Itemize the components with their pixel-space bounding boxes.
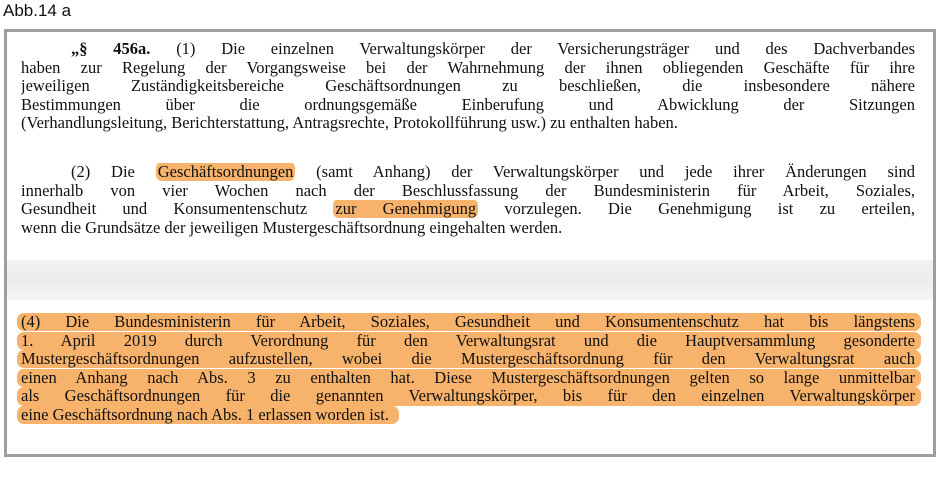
- paragraph-4-line: Mustergeschäftsordnungen aufzustellen, wobei die Mustergeschäftsordnung für den Verwaltungsrat auch: [17, 350, 921, 368]
- paragraph-1-line: (Verhandlungsleitung, Berichterstattung, Antragsrechte, Protokollführung usw.) zu enthalten haben.: [21, 113, 678, 133]
- paragraph-1-line: haben zur Regelung der Vorgangsweise bei der Wahrnehmung der ihnen obliegenden Geschäfte für ihre: [21, 58, 915, 77]
- section-number: „§ 456a.: [71, 40, 151, 58]
- omitted-section-band: [7, 260, 933, 300]
- paragraph-1-line: Bestimmungen über die ordnungsgemäße Einberufung und Abwicklung der Sitzungen: [21, 95, 915, 114]
- paragraph-4-line: 1. April 2019 durch Verordnung für den Verwaltungsrat und die Hauptversammlung gesonderte: [17, 332, 921, 350]
- paragraph-4-line: (4) Die Bundesministerin für Arbeit, Soziales, Gesundheit und Konsumentenschutz hat bis längstens: [17, 313, 921, 331]
- paragraph-1-line: [21, 40, 915, 59]
- paragraph-2-text: (samt Anhang) der Verwaltungskörper und jede ihrer Änderungen sind: [295, 163, 915, 181]
- paragraph-1: [21, 40, 915, 133]
- document-excerpt: [4, 29, 936, 457]
- paragraph-2-line: [21, 200, 915, 219]
- paragraph-2: [21, 163, 915, 237]
- paragraph-2-text: (2) Die: [71, 163, 156, 181]
- paragraph-4-line: einen Anhang nach Abs. 3 zu enthalten hat. Diese Mustergeschäftsordnungen gelten so lange unmittelbar: [17, 369, 921, 387]
- paragraph-2-text: Gesundheit und Konsumentenschutz: [21, 200, 334, 219]
- paragraph-1-line: jeweiligen Zuständigkeitsbereiche Geschäftsordnungen zu beschließen, die insbesondere nähere: [21, 77, 915, 96]
- paragraph-1-text: (1) Die einzelnen Verwaltungskörper der Versicherungsträger und des Dachverbandes: [176, 40, 915, 58]
- paragraph-4-line: als Geschäftsordnungen für die genannten Verwaltungskörper, bis für den einzelnen Verwaltungskörper: [17, 387, 921, 405]
- paragraph-2-line: innerhalb von vier Wochen nach der Beschlussfassung der Bundesministerin für Arbeit, Soziales,: [21, 181, 915, 200]
- paragraph-4-line: eine Geschäftsordnung nach Abs. 1 erlassen worden ist.: [17, 406, 399, 424]
- figure-caption: Abb.14 a: [3, 1, 72, 20]
- paragraph-4-highlighted: [21, 313, 915, 424]
- paragraph-2-text: vorzulegen. Die Genehmigung ist zu erteilen,: [478, 200, 915, 219]
- highlight-geschaeftsordnungen: Geschäftsordnungen: [157, 163, 294, 181]
- paragraph-2-line: wenn die Grundsätze der jeweiligen Mustergeschäftsordnung eingehalten werden.: [21, 217, 563, 237]
- highlight-zur-genehmigung: zur Genehmigung: [335, 200, 477, 219]
- paragraph-2-line: [21, 163, 915, 182]
